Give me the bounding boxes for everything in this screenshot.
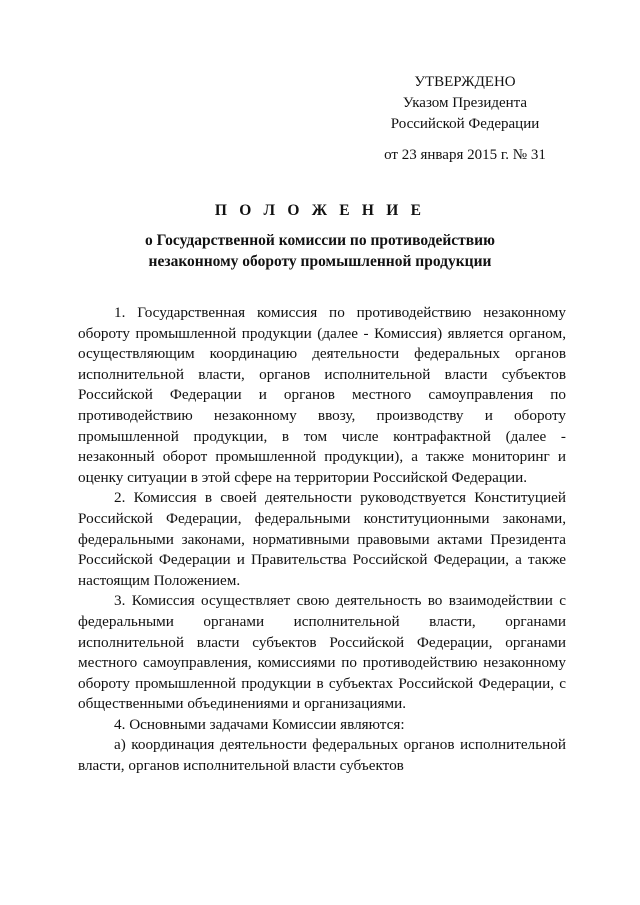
paragraph-4a: а) координация деятельности федеральных органов исполнительной власти, органов исполнительной власти субъектов: [78, 736, 566, 775]
approval-decree: Указом Президента: [402, 95, 528, 111]
approval-date: от 23 января 2015 г. № 31: [384, 147, 546, 163]
document-title: П О Л О Ж Е Н И Е: [214, 202, 426, 219]
paragraph-2: 2. Комиссия в своей деятельности руководствуется Конституцией Российской Федерации, федеральными конституционными законами, федеральными законами, нормативными правовыми актами Президента Российской Федерации и Правительства Российской Федерации, а также настоящим Положением.: [78, 489, 566, 589]
approval-stamp: [360, 72, 570, 166]
approval-heading: УТВЕРЖДЕНО: [414, 74, 516, 90]
document-subtitle-line: о Государственной комиссии по противодействию: [145, 232, 495, 249]
paragraph-3: 3. Комиссия осуществляет свою деятельность во взаимодействии с федеральными органами исполнительной власти, органами исполнительной власти субъектов Российской Федерации, органами местного самоуправления, комиссиями по противодействию незаконному обороту промышленной продукции в субъектах Российской Федерации, с общественными объединениями и организациями.: [78, 592, 566, 713]
approval-authority: Российской Федерации: [390, 116, 540, 132]
document-subtitle: [60, 230, 580, 272]
paragraph-1: 1. Государственная комиссия по противодействию незаконному обороту промышленной продукции (далее - Комиссия) является органом, осуществляющим координацию деятельности федеральных органов исполнительной власти, органов исполнительной власти субъектов Российской Федерации и органов местного самоуправления по противодействию незаконному ввозу, производству и обороту промышленной продукции, в том числе контрафактной (далее - незаконный оборот промышленной продукции), а также мониторинг и оценку ситуации в этой сфере на территории Российской Федерации.: [78, 304, 566, 486]
title-block: [60, 200, 580, 272]
paragraph-4: 4. Основными задачами Комиссии являются:: [114, 715, 405, 733]
document-subtitle-line: незаконному обороту промышленной продукции: [148, 253, 492, 270]
document-body: [78, 303, 566, 777]
